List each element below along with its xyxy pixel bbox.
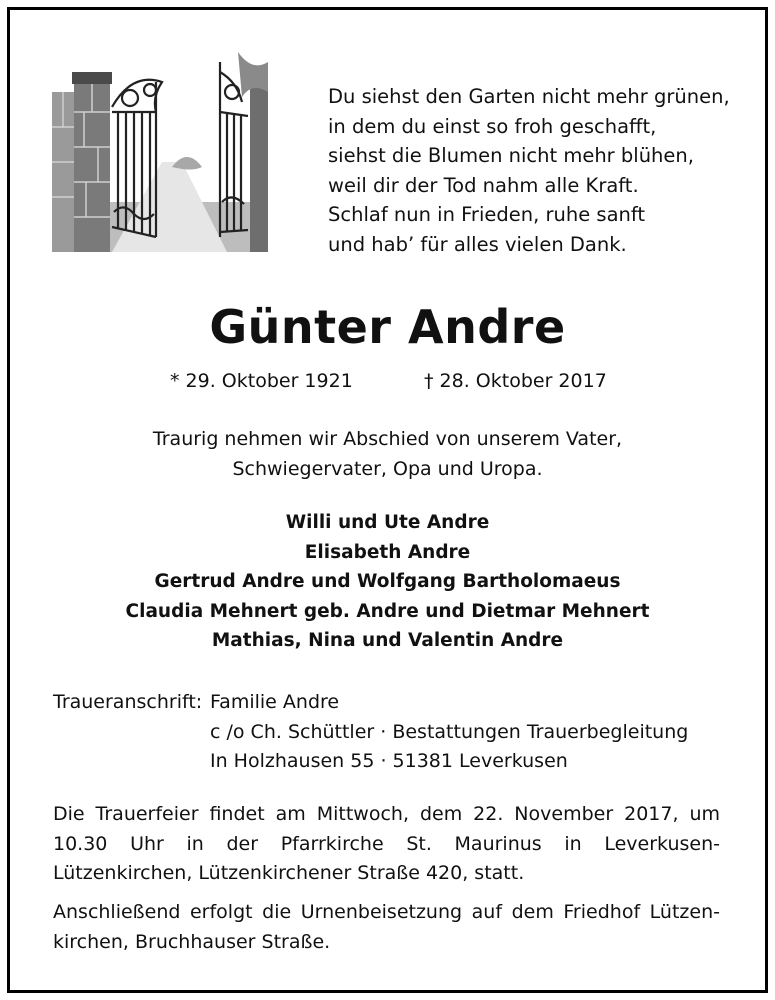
address-line: Familie Andre bbox=[210, 691, 340, 713]
ceremony-info: Die Trauerfeier findet am Mittwoch, dem 22. November 2017, um 10.30 Uhr in der Pfarrkirche St. Maurinus in Leverkusen-Lützenkirchen, Lützenkirchener Straße 420, statt. bbox=[53, 803, 720, 884]
address-line: In Holzhausen 55 · 51381 Leverkusen bbox=[210, 750, 568, 772]
family-member: Claudia Mehnert geb. Andre und Dietmar Mehnert bbox=[125, 600, 650, 622]
birth-date: * 29. Oktober 1921 bbox=[170, 370, 353, 392]
poem-line: weil dir der Tod nahm alle Kraft. bbox=[328, 173, 639, 197]
poem-line: Du siehst den Garten nicht mehr grünen, bbox=[328, 85, 730, 108]
burial-info: Anschließend erfolgt die Urnenbeisetzung auf dem Friedhof Lützen-kirchen, Bruchhauser Straße. bbox=[53, 901, 720, 953]
farewell-line: Schwiegervater, Opa und Uropa. bbox=[232, 457, 543, 480]
address-line: c /o Ch. Schüttler · Bestattungen Trauerbegleitung bbox=[210, 720, 689, 743]
death-date: † 28. Oktober 2017 bbox=[424, 370, 607, 392]
address-label: Traueranschrift: bbox=[53, 691, 203, 713]
garden-gate-illustration bbox=[52, 52, 268, 252]
deceased-name: Günter Andre bbox=[209, 300, 566, 354]
farewell-line: Traurig nehmen wir Abschied von unserem Vater, bbox=[152, 428, 623, 450]
farewell-text bbox=[0, 425, 775, 484]
poem-line: in dem du einst so froh geschafft, bbox=[328, 114, 657, 138]
family-member: Mathias, Nina und Valentin Andre bbox=[211, 630, 564, 651]
family-member: Elisabeth Andre bbox=[304, 541, 471, 563]
poem-line: siehst die Blumen nicht mehr blühen, bbox=[328, 144, 694, 167]
memorial-poem bbox=[328, 82, 730, 259]
mourning-address bbox=[53, 688, 688, 777]
family-member: Willi und Ute Andre bbox=[285, 512, 490, 533]
poem-line: Schlaf nun in Frieden, ruhe sanft bbox=[328, 203, 646, 226]
family-member: Gertrud Andre und Wolfgang Bartholomaeus bbox=[154, 571, 621, 592]
family-list bbox=[0, 508, 775, 656]
poem-line: und hab’ für alles vielen Dank. bbox=[328, 232, 627, 256]
